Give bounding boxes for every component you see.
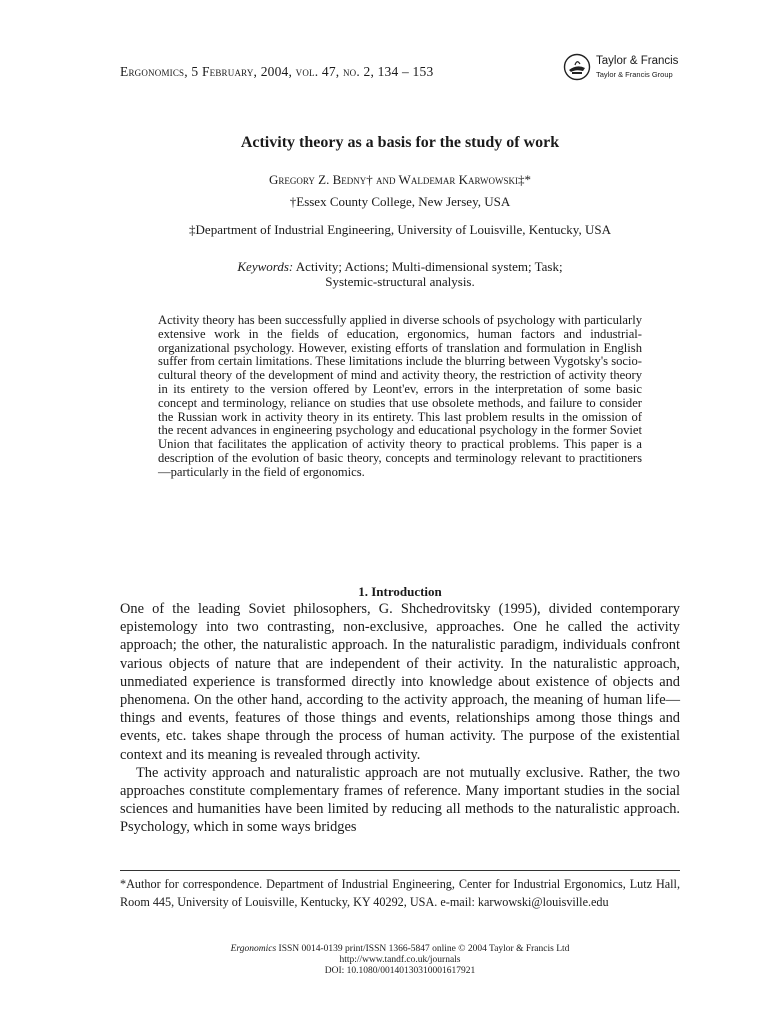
- keywords-label: Keywords:: [237, 259, 294, 274]
- authors: Gregory Z. Bedny† and Waldemar Karwowski‡*: [269, 172, 531, 187]
- keywords-line-2: Systemic-structural analysis.: [325, 274, 475, 289]
- footer-doi: DOI: 10.1080/00140130310001617921: [324, 966, 476, 976]
- running-head: [120, 64, 433, 80]
- paragraph-2: The activity approach and naturalistic approach are not mutually exclusive. Rather, the two approaches constitute complementary frames of reference. Many important studies in the social sciences and humanities have been limited by reducing all methods to the naturalistic approach. Psychology, which in some ways bridges: [120, 764, 680, 836]
- article-title: Activity theory as a basis for the study of work: [240, 134, 560, 151]
- keywords-line-1: [0, 259, 768, 275]
- footer-journal: Ergonomics: [230, 944, 277, 954]
- footnote: *Author for correspondence. Department of Industrial Engineering, Center for Industrial Ergonomics, Lutz Hall, Room 445, University of Louisville, Kentucky, KY 40292, USA. e-mail: karwowski@louisville.edu: [120, 877, 680, 909]
- affiliation-2: ‡Department of Industrial Engineering, University of Louisville, Kentucky, USA: [189, 222, 611, 237]
- journal-name: Ergonomics: [120, 64, 185, 79]
- issue-info: , 5 February, 2004, vol. 47, no. 2, 134 – 153: [184, 64, 434, 79]
- footnote-rule: [120, 870, 680, 871]
- affiliation-1: †Essex County College, New Jersey, USA: [289, 194, 511, 209]
- footer-url: http://www.tandf.co.uk/journals: [339, 955, 461, 965]
- paragraph-1: One of the leading Soviet philosophers, G. Shchedrovitsky (1995), divided contemporary epistemology into two contrasting, non-exclusive, approaches. One he called the activity approach; the other, the naturalistic approach. In the naturalistic paradigm, individuals confront various objects of nature that are independent of their activity. In the naturalistic approach, unmediated experience is transformed directly into knowledge about existence of objects and phenomena. On the other hand, according to the activity approach, the meaning of human life—things and events, features of those things and events, relationships among those things and events, etc. takes shape through the process of human activity. The purpose of the existential context and its meaning is revealed through activity.: [120, 601, 680, 763]
- abstract: Activity theory has been successfully applied in diverse schools of psychology with particularly extensive work in the fields of education, ergonomics, human factors and industrial-organizational psychology. However, existing efforts of translation and formulation in English suffer from certain limitations. These limitations include the blurring between Vygotsky's socio-cultural theory of the development of mind and activity theory, the restriction of activity theory in its entirety to the version offered by Leont'ev, errors in the interpretation of some basic concept and terminology, reliance on studies that use obsolete methods, and failure to consider the Russian work in activity theory in its entirety. This last problem results in the omission of the recent advances in engineering psychology and educational psychology in the former Soviet Union that facilitates the application of activity theory to practical problems. This paper is a description of the evolution of basic theory, concepts and terminology relevant to practitioners—particularly in the field of ergonomics.: [158, 313, 642, 479]
- publisher-logo: [563, 52, 693, 86]
- section-heading: 1. Introduction: [358, 584, 442, 599]
- footer-issn: ISSN 0014-0139 print/ISSN 1366-5847 online © 2004 Taylor & Francis Ltd: [278, 944, 570, 954]
- publisher-group: Taylor & Francis Group: [596, 70, 673, 79]
- publisher-name: Taylor & Francis: [596, 55, 679, 67]
- publisher-lamp-icon: [563, 52, 591, 82]
- keywords-list: Activity; Actions; Multi-dimensional system; Task;: [295, 259, 563, 274]
- footer-issn-line: [0, 944, 768, 955]
- body-text: [120, 600, 680, 837]
